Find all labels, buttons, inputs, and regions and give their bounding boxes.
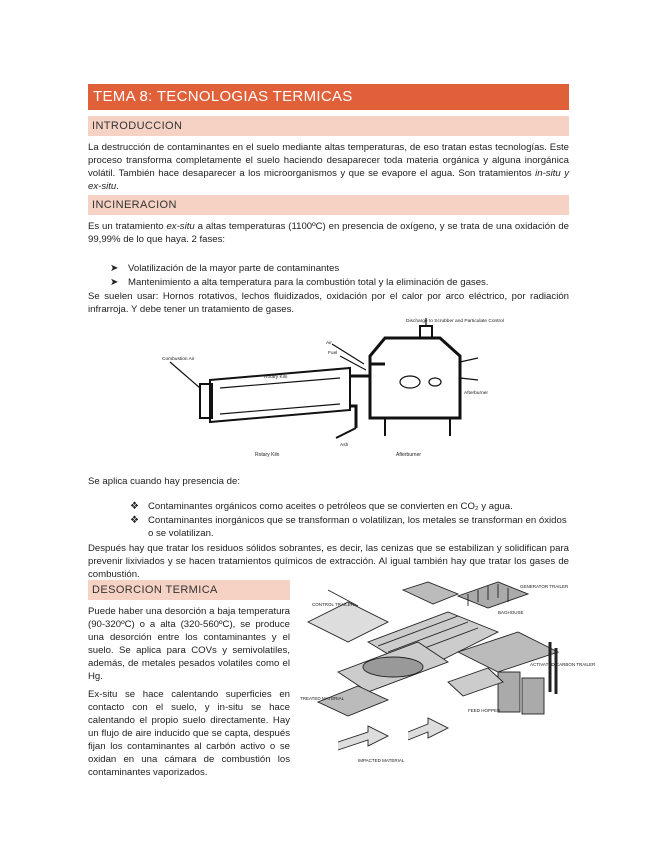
desorcion-paragraph-1: Puede haber una desorción a baja temperatura (90-320ºC) o a alta (320-560ºC), se produce una desorción entre los contaminantes y el suelo. Se aplica para COVs y semivolatiles, además, de metales pesados volatiles como el Hg. [88,606,290,682]
fig2-label-generator: GENERATOR TRAILER [520,584,569,589]
rotary-kiln-diagram [160,318,504,460]
desorcion-paragraph-2: Ex-situ se hace calentando superficies en contacto con el suelo, y in-situ se hace calentando el propio suelo directamente. Hay un flujo de aire inducido que se capta, después fijan los contaminantes al carbón activo o se oxidan en una cámara de combustión los contaminantes vaporizados. [88,689,290,778]
phase-item: ➤ Mantenimiento a alta temperatura para la combustión total y la eliminación de gases. [110,277,489,288]
fig2-label-feed: FEED HOPPER [468,708,501,713]
incineracion-paragraph-3: Se aplica cuando hay presencia de: [88,476,241,487]
section-heading-intro: INTRODUCCION [88,116,569,136]
fig1-caption-left: Rotary Kiln [255,452,280,458]
fig2-label-baghouse: BAGHOUSE [498,610,524,615]
incineracion-paragraph-2: Se suelen usar: Hornos rotativos, lechos fluidizados, oxidación por el calor por arco eléctrico, por radiación infrarroja. Y debe tener un tratamiento de gases. [88,291,569,315]
presence-item: ❖ Contaminantes inorgánicos que se transforman o volatilizan, los metales se transforman en óxidos o se volatilizan. [130,515,567,539]
phase-item: ➤ Volatilización de la mayor parte de contaminantes [110,263,340,274]
fig2-label-treated: TREATED MATERIAL [300,696,345,701]
fig2-label-carbon: ACTIVATED CARBON TRAILER [530,662,596,667]
fig1-label-air: Air [326,341,332,346]
arrow-bullet-icon: ➤ [110,277,119,288]
incineracion-paragraph-4: Después hay que tratar los residuos sólidos sobrantes, es decir, las cenizas que se estabilizan y solidifican para prevenir lixiviados y se hacen tratamientos químicos de extracción. Al igual también hay que tratar los gases de combustión. [88,543,569,580]
fig1-label-discharge: Discharge to Scrubber and Particulate Control [406,319,504,324]
fig1-label-afterburner: Afterburner [464,391,488,396]
section-heading-desorcion: DESORCION TERMICA [88,580,290,600]
fig1-label-combustion-air: Combustion Air [162,357,195,362]
thermal-desorption-plant-diagram [298,582,596,768]
fig1-label-kiln: Rotary Kiln [264,375,288,380]
fig1-label-fuel: Fuel [328,351,338,356]
presence-item: ❖ Contaminantes orgánicos como aceites o petróleos que se convierten en CO₂ y agua. [130,501,513,512]
arrow-bullet-icon: ➤ [110,263,119,274]
diamond-bullet-icon: ❖ [130,515,139,526]
fig2-label-impacted: IMPACTED MATERIAL [358,758,405,763]
intro-paragraph: La destrucción de contaminantes en el suelo mediante altas temperaturas, de eso tratan estas tecnologías. Este proceso transforma completamente el suelo haciendo desaparecer toda materia orgánica y alguna inorgánica volátil. También hace desaparecer a los microorganismos y que se evapore el agua. Son tratamientos in-situ y ex-situ. [88,142,569,192]
diamond-bullet-icon: ❖ [130,501,139,512]
fig1-label-ash: Ash [340,443,349,448]
section-heading-incineracion: INCINERACION [88,195,569,215]
incineracion-paragraph-1: Es un tratamiento ex-situ a altas temperaturas (1100ºC) en presencia de oxígeno, y se trata de una oxidación de 99,99% de lo que haya. 2 fases: [88,221,569,245]
fig1-caption-right: Afterburner [396,452,422,458]
fig2-label-control: CONTROL TRAILER [312,602,355,607]
page-title: TEMA 8: TECNOLOGIAS TERMICAS [88,84,569,110]
